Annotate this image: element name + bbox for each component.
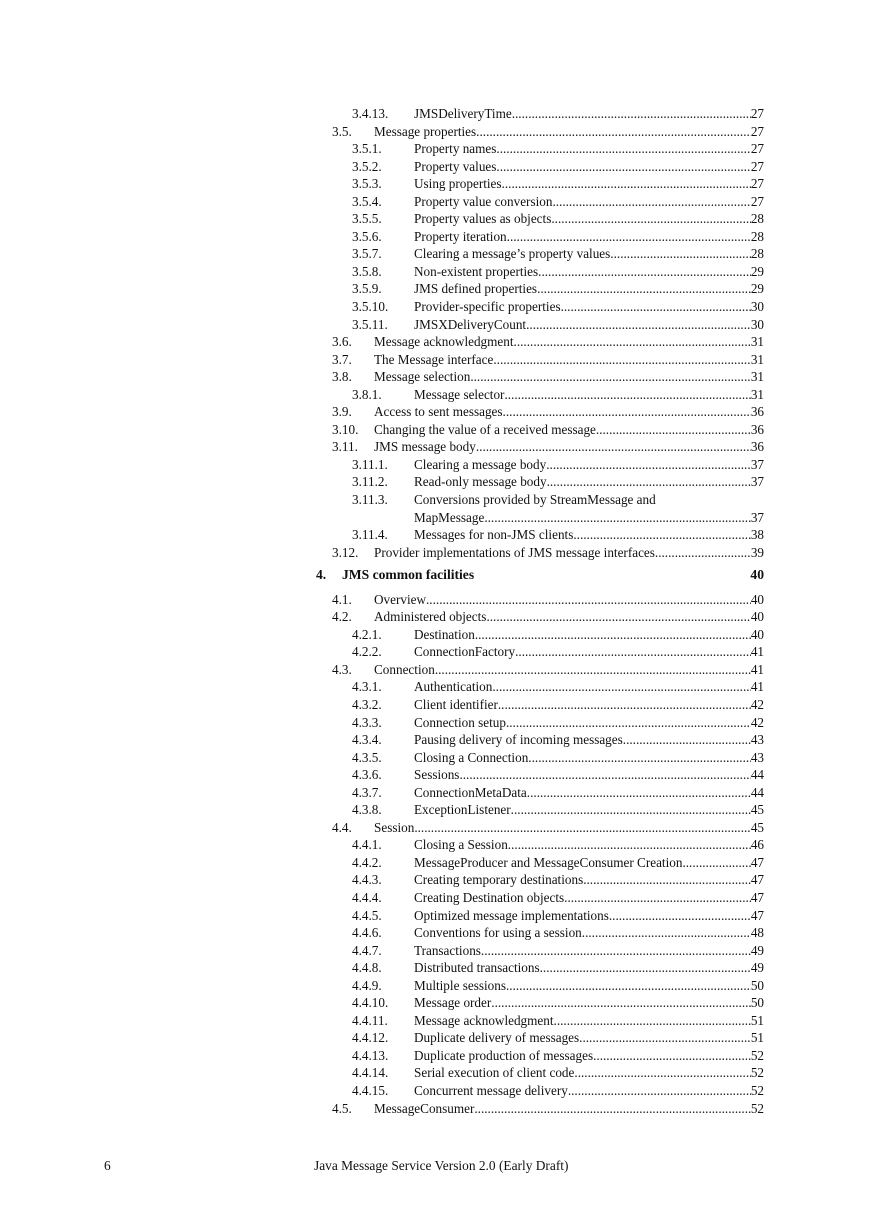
toc-dot-leader [526, 316, 751, 334]
toc-entry-page: 41 [750, 661, 764, 677]
toc-dot-leader [583, 871, 751, 889]
chapter-heading-left [316, 566, 474, 584]
toc-section-4 [332, 591, 764, 1117]
toc-entry-number: 4.3.6. [352, 767, 382, 783]
toc-dot-leader [561, 298, 751, 316]
toc-entry-page: 51 [750, 1030, 764, 1046]
toc-entry-number: 4.3.4. [352, 732, 382, 748]
toc-entry-number: 3.9. [332, 404, 352, 420]
toc-entry-page: 27 [750, 123, 764, 139]
toc-entry-number: 4.4.6. [352, 925, 382, 941]
toc-entry-number: 4.4. [332, 819, 352, 835]
toc-entry[interactable] [332, 714, 764, 732]
toc-dot-leader [470, 368, 751, 386]
toc-dot-leader [498, 696, 751, 714]
toc-entry-title: ConnectionMetaData [414, 784, 527, 800]
toc-entry[interactable] [332, 766, 764, 784]
toc-entry-number: 3.5.5. [352, 211, 382, 227]
toc-entry-page: 39 [750, 544, 764, 560]
toc-entry-page: 42 [750, 714, 764, 730]
toc-entry[interactable] [332, 907, 764, 925]
toc-dot-leader [610, 245, 751, 263]
toc-entry[interactable] [332, 801, 764, 819]
toc-entry[interactable] [332, 544, 764, 562]
toc-dot-leader [475, 626, 751, 644]
chapter-number: 4. [316, 567, 327, 583]
toc-entry-number: 3.8.1. [352, 386, 382, 402]
toc-entry[interactable] [332, 280, 764, 298]
toc-entry-title: Creating Destination objects [414, 890, 565, 906]
toc-dot-leader [414, 819, 751, 837]
toc-entry[interactable] [332, 509, 764, 527]
toc-entry-page: 31 [750, 386, 764, 402]
toc-entry-title: Session [374, 819, 415, 835]
toc-entry-title: Property iteration [414, 228, 507, 244]
footer-title: Java Message Service Version 2.0 (Early Draft) [314, 1158, 569, 1173]
toc-entry[interactable] [332, 696, 764, 714]
toc-entry[interactable] [332, 438, 764, 456]
toc-entry-page: 27 [750, 158, 764, 174]
toc-entry-title: Transactions [414, 942, 481, 958]
toc-entry[interactable] [332, 351, 764, 369]
toc-entry-page: 52 [750, 1100, 764, 1116]
toc-entry-page: 44 [750, 784, 764, 800]
toc-entry-number: 4.3. [332, 661, 352, 677]
toc-entry-number: 3.11. [332, 439, 358, 455]
toc-dot-leader [491, 994, 751, 1012]
toc-entry-number: 3.10. [332, 421, 359, 437]
toc-entry-number: 4.3.8. [352, 802, 382, 818]
toc-entry-number: 4.1. [332, 591, 352, 607]
toc-entry-page: 47 [750, 872, 764, 888]
toc-entry-title: JMSXDeliveryCount [414, 316, 527, 332]
toc-entry-number: 3.12. [332, 544, 359, 560]
toc-entry-page: 38 [750, 527, 764, 543]
toc-entry-number: 3.7. [332, 351, 352, 367]
toc-entry-page: 37 [750, 509, 764, 525]
toc-entry-page: 43 [750, 749, 764, 765]
toc-entry-page: 49 [750, 942, 764, 958]
toc-dot-leader [507, 228, 751, 246]
toc-entry[interactable] [332, 836, 764, 854]
toc-entry[interactable] [332, 210, 764, 228]
toc-entry-number: 3.4.13. [352, 106, 389, 121]
toc-entry-number: 3.11.2. [352, 474, 388, 490]
toc-entry-number: 3.5.6. [352, 228, 382, 244]
toc-entry[interactable] [332, 889, 764, 907]
toc-entry-title: Closing a Connection [414, 749, 529, 765]
toc-entry-title: Destination [414, 626, 475, 642]
toc-entry[interactable] [332, 386, 764, 404]
toc-dot-leader [512, 105, 751, 123]
toc-entry-number: 3.5.4. [352, 193, 382, 209]
toc-entry-number: 4.4.3. [352, 872, 382, 888]
toc-entry-number: 4.4.4. [352, 890, 382, 906]
toc-entry-title: Property values as objects [414, 211, 552, 227]
toc-entry-number: 3.5.8. [352, 263, 382, 279]
toc-entry[interactable] [332, 491, 764, 509]
toc-entry-number: 4.3.1. [352, 679, 382, 695]
toc-dot-leader [435, 661, 751, 679]
toc-entry[interactable] [332, 421, 764, 439]
toc-entry[interactable] [332, 749, 764, 767]
toc-entry-number: 3.11.1. [352, 456, 388, 472]
toc-entry[interactable] [332, 456, 764, 474]
chapter-title: JMS common facilities [342, 567, 475, 583]
toc-entry-page: 52 [750, 1047, 764, 1063]
toc-entry-title: Property value conversion [414, 193, 553, 209]
toc-entry-title: Pausing delivery of incoming messages [414, 732, 623, 748]
toc-entry[interactable] [332, 1064, 764, 1082]
toc-entry-page: 48 [750, 925, 764, 941]
toc-entry-page: 31 [750, 369, 764, 385]
toc-entry-title: Distributed transactions [414, 960, 540, 976]
toc-dot-leader [547, 473, 751, 491]
toc-entry-title: Optimized message implementations [414, 907, 609, 923]
toc-entry-page: 27 [750, 176, 764, 192]
toc-entry-title: Message order [414, 995, 492, 1011]
toc-entry-page: 27 [750, 106, 764, 121]
toc-entry-title: Overview [374, 591, 426, 607]
toc-entry-title: Duplicate production of messages [414, 1047, 594, 1063]
toc-entry-page: 43 [750, 732, 764, 748]
toc-entry[interactable] [332, 608, 764, 626]
toc-dot-leader [514, 333, 751, 351]
toc-entry[interactable] [332, 1082, 764, 1100]
toc-entry-number: 4.2. [332, 609, 352, 625]
toc-entry-title: Duplicate delivery of messages [414, 1030, 580, 1046]
toc-entry-page: 45 [750, 802, 764, 818]
toc-entry-title: Access to sent messages [374, 404, 503, 420]
toc-entry[interactable] [332, 316, 764, 334]
toc-entry-page: 50 [750, 977, 764, 993]
toc-entry[interactable] [332, 1012, 764, 1030]
toc-entry-page: 40 [750, 609, 764, 625]
toc-entry[interactable] [332, 473, 764, 491]
toc-dot-leader [655, 544, 751, 562]
toc-entry-title: Message selector [414, 386, 505, 402]
toc-dot-leader [546, 456, 751, 474]
toc-entry[interactable] [332, 731, 764, 749]
toc-entry-page: 30 [750, 299, 764, 315]
toc-entry-title: Multiple sessions [414, 977, 506, 993]
toc-entry-title: ExceptionListener [414, 802, 511, 818]
toc-entry-title: MessageConsumer [374, 1100, 475, 1116]
toc-entry-number: 3.5.1. [352, 141, 382, 157]
chapter-page: 40 [750, 567, 764, 583]
toc-entry-title: Using properties [414, 176, 502, 192]
toc-entry-number: 3.5.2. [352, 158, 382, 174]
toc-entry-page: 40 [750, 591, 764, 607]
toc-dot-leader [476, 438, 751, 456]
toc-dot-leader [496, 140, 750, 158]
toc-entry-number: 4.4.10. [352, 995, 389, 1011]
toc-entry-number: 4.2.1. [352, 626, 382, 642]
toc-entry-title: The Message interface [374, 351, 494, 367]
toc-entry-number: 4.4.1. [352, 837, 382, 853]
toc-dot-leader [564, 889, 751, 907]
toc-entry-title: JMS defined properties [414, 281, 538, 297]
toc-entry-number: 4.4.8. [352, 960, 382, 976]
toc-entry-title: Concurrent message delivery [414, 1083, 568, 1099]
toc-entry[interactable] [332, 819, 764, 837]
toc-entry-number: 4.5. [332, 1100, 352, 1116]
toc-entry-page: 52 [750, 1065, 764, 1081]
toc-entry-page: 47 [750, 854, 764, 870]
toc-entry[interactable] [332, 626, 764, 644]
toc-dot-leader [527, 784, 751, 802]
toc-entry[interactable] [332, 526, 764, 544]
toc-entry-title: Message selection [374, 369, 471, 385]
toc-dot-leader [492, 678, 750, 696]
toc-entry[interactable] [332, 228, 764, 246]
toc-dot-leader [593, 1047, 751, 1065]
toc-entry[interactable] [332, 105, 764, 123]
toc-entry-page: 40 [750, 626, 764, 642]
toc-entry-title: Property names [414, 141, 497, 157]
toc-entry-page: 27 [750, 141, 764, 157]
toc-entry-number: 4.3.5. [352, 749, 382, 765]
toc-entry-page: 36 [750, 439, 764, 455]
toc-entry[interactable] [332, 977, 764, 995]
toc-entry[interactable] [332, 175, 764, 193]
toc-entry[interactable] [332, 403, 764, 421]
toc-entry[interactable] [332, 661, 764, 679]
table-of-contents [316, 105, 764, 1117]
toc-entry-page: 31 [750, 334, 764, 350]
toc-dot-leader [484, 509, 750, 527]
toc-dot-leader [551, 210, 750, 228]
toc-entry-page: 52 [750, 1083, 764, 1099]
toc-entry-title: Conversions provided by StreamMessage and [414, 492, 656, 508]
toc-entry-number: 4.4.7. [352, 942, 382, 958]
toc-entry[interactable] [332, 871, 764, 889]
toc-entry-title: Authentication [414, 679, 493, 695]
toc-entry-page: 27 [750, 193, 764, 209]
toc-entry[interactable] [332, 298, 764, 316]
toc-entry-title: Clearing a message’s property values [414, 246, 611, 262]
toc-entry-number: 4.4.11. [352, 1012, 388, 1028]
toc-entry-title: Connection setup [414, 714, 506, 730]
toc-dot-leader [493, 351, 750, 369]
toc-dot-leader [528, 749, 751, 767]
toc-dot-leader [515, 643, 751, 661]
toc-entry-title: Connection [374, 661, 435, 677]
toc-entry-number: 3.5. [332, 123, 352, 139]
toc-entry-number: 3.8. [332, 369, 352, 385]
toc-entry-page: 51 [750, 1012, 764, 1028]
toc-entry-number: 4.3.3. [352, 714, 382, 730]
toc-dot-leader [503, 403, 751, 421]
toc-entry-title: Closing a Session [414, 837, 508, 853]
toc-entry-title: Non-existent properties [414, 263, 539, 279]
toc-dot-leader [481, 942, 751, 960]
toc-entry-page: 29 [750, 263, 764, 279]
toc-entry-title: MessageProducer and MessageConsumer Creation [414, 854, 683, 870]
toc-entry-title: Client identifier [414, 697, 498, 712]
toc-entry-number: 3.5.9. [352, 281, 382, 297]
toc-entry[interactable] [332, 784, 764, 802]
toc-dot-leader [682, 854, 750, 872]
toc-entry-number: 3.5.11. [352, 316, 388, 332]
toc-entry-page: 30 [750, 316, 764, 332]
toc-entry-number: 4.3.2. [352, 697, 382, 712]
toc-entry[interactable] [332, 1029, 764, 1047]
toc-entry-title: Administered objects [374, 609, 487, 625]
toc-entry-page: 28 [750, 246, 764, 262]
toc-dot-leader [609, 907, 751, 925]
toc-entry-title: Message properties [374, 123, 477, 139]
toc-entry[interactable] [332, 643, 764, 661]
toc-dot-leader [574, 1064, 750, 1082]
toc-dot-leader [538, 263, 751, 281]
toc-entry-page: 47 [750, 890, 764, 906]
toc-entry[interactable] [332, 193, 764, 211]
toc-entry-page: 42 [750, 697, 764, 712]
toc-entry[interactable] [332, 854, 764, 872]
toc-section-3-continued [332, 105, 764, 561]
toc-entry-page: 44 [750, 767, 764, 783]
toc-dot-leader [496, 158, 750, 176]
toc-entry-title: Changing the value of a received message [374, 421, 596, 437]
toc-entry-title: Sessions [414, 767, 460, 783]
toc-entry[interactable] [332, 333, 764, 351]
toc-entry-number: 4.4.12. [352, 1030, 389, 1046]
toc-entry-number: 3.5.7. [352, 246, 382, 262]
toc-entry-title: JMS message body [374, 439, 476, 455]
toc-entry-page: 50 [750, 995, 764, 1011]
toc-entry-number: 4.2.2. [352, 644, 382, 660]
toc-dot-leader [568, 1082, 751, 1100]
toc-entry-page: 31 [750, 351, 764, 367]
toc-dot-leader [474, 1100, 750, 1118]
toc-entry-page: 37 [750, 456, 764, 472]
toc-entry-page: 28 [750, 211, 764, 227]
toc-entry-title: Serial execution of client code [414, 1065, 575, 1081]
toc-dot-leader [540, 959, 751, 977]
toc-entry-page: 28 [750, 228, 764, 244]
toc-dot-leader [552, 193, 750, 211]
toc-entry[interactable] [332, 994, 764, 1012]
toc-entry-title: Provider-specific properties [414, 299, 561, 315]
toc-entry-title: JMSDeliveryTime [414, 106, 512, 121]
toc-dot-leader [579, 1029, 751, 1047]
toc-dot-leader [573, 526, 750, 544]
toc-entry[interactable] [332, 140, 764, 158]
toc-entry-number: 4.3.7. [352, 784, 382, 800]
toc-dot-leader [582, 924, 751, 942]
toc-entry-title: Creating temporary destinations [414, 872, 584, 888]
toc-dot-leader [537, 280, 751, 298]
toc-entry[interactable] [332, 1100, 764, 1118]
toc-entry[interactable] [332, 924, 764, 942]
toc-entry[interactable] [332, 368, 764, 386]
toc-entry-page: 29 [750, 281, 764, 297]
toc-entry-page: 36 [750, 404, 764, 420]
toc-entry[interactable] [332, 959, 764, 977]
toc-entry-number: 3.6. [332, 334, 352, 350]
toc-entry[interactable] [332, 678, 764, 696]
toc-dot-leader [426, 591, 751, 609]
toc-dot-leader [623, 731, 751, 749]
toc-entry-number: 4.4.2. [352, 854, 382, 870]
toc-entry-title: Read-only message body [414, 474, 547, 490]
toc-entry-page: 46 [750, 837, 764, 853]
toc-entry-title: Message acknowledgment [374, 334, 514, 350]
toc-entry[interactable] [332, 123, 764, 141]
toc-entry-number: 3.5.3. [352, 176, 382, 192]
toc-entry-number: 4.4.13. [352, 1047, 389, 1063]
toc-entry-page: 41 [750, 679, 764, 695]
toc-dot-leader [596, 421, 751, 439]
toc-entry-page: 47 [750, 907, 764, 923]
toc-entry-page: 37 [750, 474, 764, 490]
toc-entry[interactable] [332, 245, 764, 263]
toc-dot-leader [459, 766, 750, 784]
toc-entry-title: Provider implementations of JMS message interfaces [374, 544, 655, 560]
footer-page-number: 6 [104, 1158, 111, 1173]
toc-dot-leader [506, 977, 751, 995]
toc-entry[interactable] [332, 263, 764, 281]
toc-dot-leader [554, 1012, 751, 1030]
toc-entry[interactable] [332, 591, 764, 609]
toc-dot-leader [506, 714, 751, 732]
toc-entry-number: 4.4.5. [352, 907, 382, 923]
toc-entry-title: Clearing a message body [414, 456, 547, 472]
toc-entry-page: 41 [750, 644, 764, 660]
toc-entry[interactable] [332, 942, 764, 960]
toc-dot-leader [508, 836, 751, 854]
toc-entry-number: 4.4.15. [352, 1083, 389, 1099]
toc-entry-number: 3.11.3. [352, 492, 388, 508]
toc-entry-title: Property values [414, 158, 497, 174]
toc-entry-page: 45 [750, 819, 764, 835]
toc-dot-leader [502, 175, 751, 193]
toc-entry-number: 3.11.4. [352, 527, 388, 543]
toc-entry-page: 49 [750, 960, 764, 976]
toc-entry-page: 36 [750, 421, 764, 437]
toc-chapter-heading[interactable] [316, 566, 764, 584]
toc-entry[interactable] [332, 1047, 764, 1065]
toc-entry-title: ConnectionFactory [414, 644, 516, 660]
toc-entry-number: 4.4.14. [352, 1065, 389, 1081]
toc-entry-number: 4.4.9. [352, 977, 382, 993]
toc-dot-leader [486, 608, 750, 626]
toc-entry-number: 3.5.10. [352, 299, 389, 315]
toc-dot-leader [476, 123, 751, 141]
toc-entry-title: Message acknowledgment [414, 1012, 554, 1028]
toc-entry[interactable] [332, 158, 764, 176]
toc-entry-title: MapMessage [414, 509, 485, 525]
toc-dot-leader [511, 801, 751, 819]
toc-entry-title: Conventions for using a session [414, 925, 582, 941]
toc-dot-leader [504, 386, 750, 404]
toc-entry-title: Messages for non-JMS clients [414, 527, 574, 543]
